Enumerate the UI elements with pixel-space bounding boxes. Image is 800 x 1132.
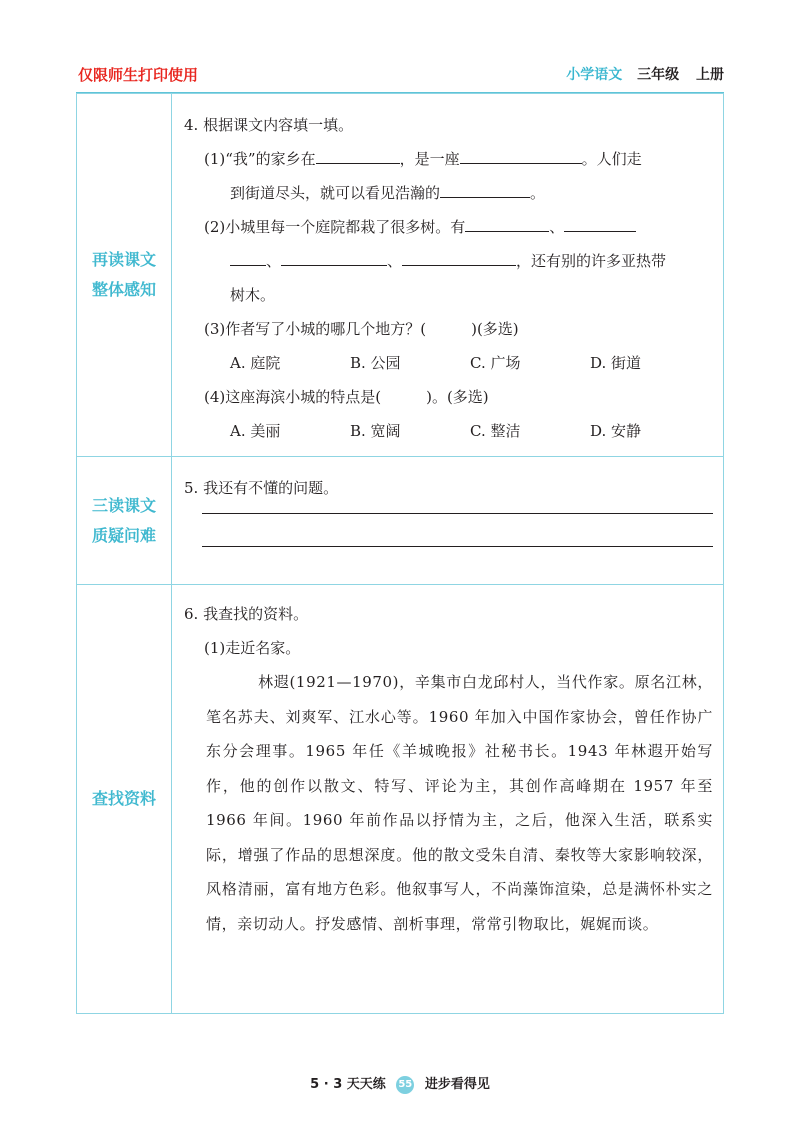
text: 、 [387, 252, 403, 270]
option-c[interactable]: C. 广场 [470, 354, 521, 372]
text: (1)“我”的家乡在 [204, 150, 316, 168]
question-6-1: (1)走近名家。 [204, 639, 301, 657]
question-4-4: (4)这座海滨小城的特点是( )。(多选) [204, 388, 489, 406]
option-d[interactable]: D. 街道 [590, 354, 642, 372]
author-bio-text: 林遐(1921—1970)，辛集市白龙邱村人，当代作家。原名江林，笔名苏夫、刘爽军、江水心等。1960 年加入中国作家协会，曾任作协广东分会理事。1965 年任《羊城晚报》社秘书长。1943 年林遐开始写作，他的创作以散文、特写、评论为主，其创作高峰期在 1957 年至 1966 年间。1960 年前作品以抒情为主，之后，他深入生活，联系实际，增强了作品的思想深度。他的散文受朱自清、秦牧等大家影响较深，风格清丽，富有地方色彩。他叙事写人，不尚藻饰渲染，总是满怀朴实之情，亲切动人。抒发感情、剖析事理，常常引物取比，娓娓而谈。 [206, 673, 713, 933]
question-6-title: 6. 我查找的资料。 [184, 605, 309, 623]
section-label-third [77, 457, 172, 585]
header-info [566, 64, 724, 84]
footer [0, 1073, 800, 1094]
fill-blank[interactable] [564, 211, 636, 232]
option-c[interactable]: C. 整洁 [470, 422, 521, 440]
text: 到街道尽头，就可以看见浩瀚的 [230, 184, 441, 202]
question-4-2-cont [172, 244, 723, 278]
question-4 [172, 94, 724, 457]
question-5-title: 5. 我还有不懂的问题。 [184, 479, 339, 497]
question-4-2-end: 树木。 [230, 286, 276, 304]
question-4-4-options [172, 414, 723, 448]
text: ，还有别的许多亚热带 [516, 252, 667, 270]
text: 。人们走 [581, 150, 642, 168]
page-number: 55 [396, 1076, 414, 1094]
question-4-1-cont [172, 176, 723, 210]
section-label-reread [77, 94, 172, 457]
fill-blank[interactable] [230, 245, 266, 266]
subject-label: 小学语文 [566, 67, 623, 83]
fill-blank[interactable] [460, 143, 582, 164]
footer-slogan: 进步看得见 [424, 1077, 490, 1092]
label-line: 再读课文 [91, 250, 156, 269]
text: 。 [530, 184, 546, 202]
label-line: 三读课文 [91, 495, 156, 515]
label-line: 整体感知 [91, 280, 156, 299]
watermark-text: 仅限师生打印使用 [78, 66, 199, 84]
option-a[interactable]: A. 庭院 [230, 354, 281, 372]
fill-blank[interactable] [281, 245, 387, 266]
answer-line[interactable] [202, 514, 713, 547]
grade-label: 三年级 [637, 67, 680, 83]
option-b[interactable]: B. 公园 [350, 354, 401, 372]
question-4-title: 4. 根据课文内容填一填。 [184, 116, 354, 134]
footer-brand: 5 · 3 天天练 [310, 1077, 386, 1092]
text: 、 [549, 218, 565, 236]
text: ，是一座 [399, 150, 460, 168]
fill-blank[interactable] [402, 245, 516, 266]
fill-blank[interactable] [465, 211, 549, 232]
text: 、 [266, 252, 282, 270]
option-a[interactable]: A. 美丽 [230, 422, 281, 440]
question-4-1 [172, 142, 723, 176]
answer-line[interactable] [202, 505, 713, 514]
term-label: 上册 [696, 67, 724, 83]
label-line: 质疑问难 [91, 525, 156, 545]
text: (2)小城里每一个庭院都栽了很多树。有 [204, 218, 466, 236]
worksheet-table [76, 93, 724, 1014]
question-4-2 [172, 210, 723, 244]
question-4-3: (3)作者写了小城的哪几个地方？( )(多选) [204, 320, 519, 338]
fill-blank[interactable] [440, 177, 530, 198]
question-6 [172, 585, 724, 1014]
option-b[interactable]: B. 宽阔 [350, 422, 401, 440]
option-d[interactable]: D. 安静 [590, 422, 642, 440]
section-label-research: 查找资料 [77, 585, 172, 1014]
question-4-3-options [172, 346, 723, 380]
author-bio [172, 665, 723, 941]
fill-blank[interactable] [316, 143, 400, 164]
question-5 [172, 457, 724, 585]
